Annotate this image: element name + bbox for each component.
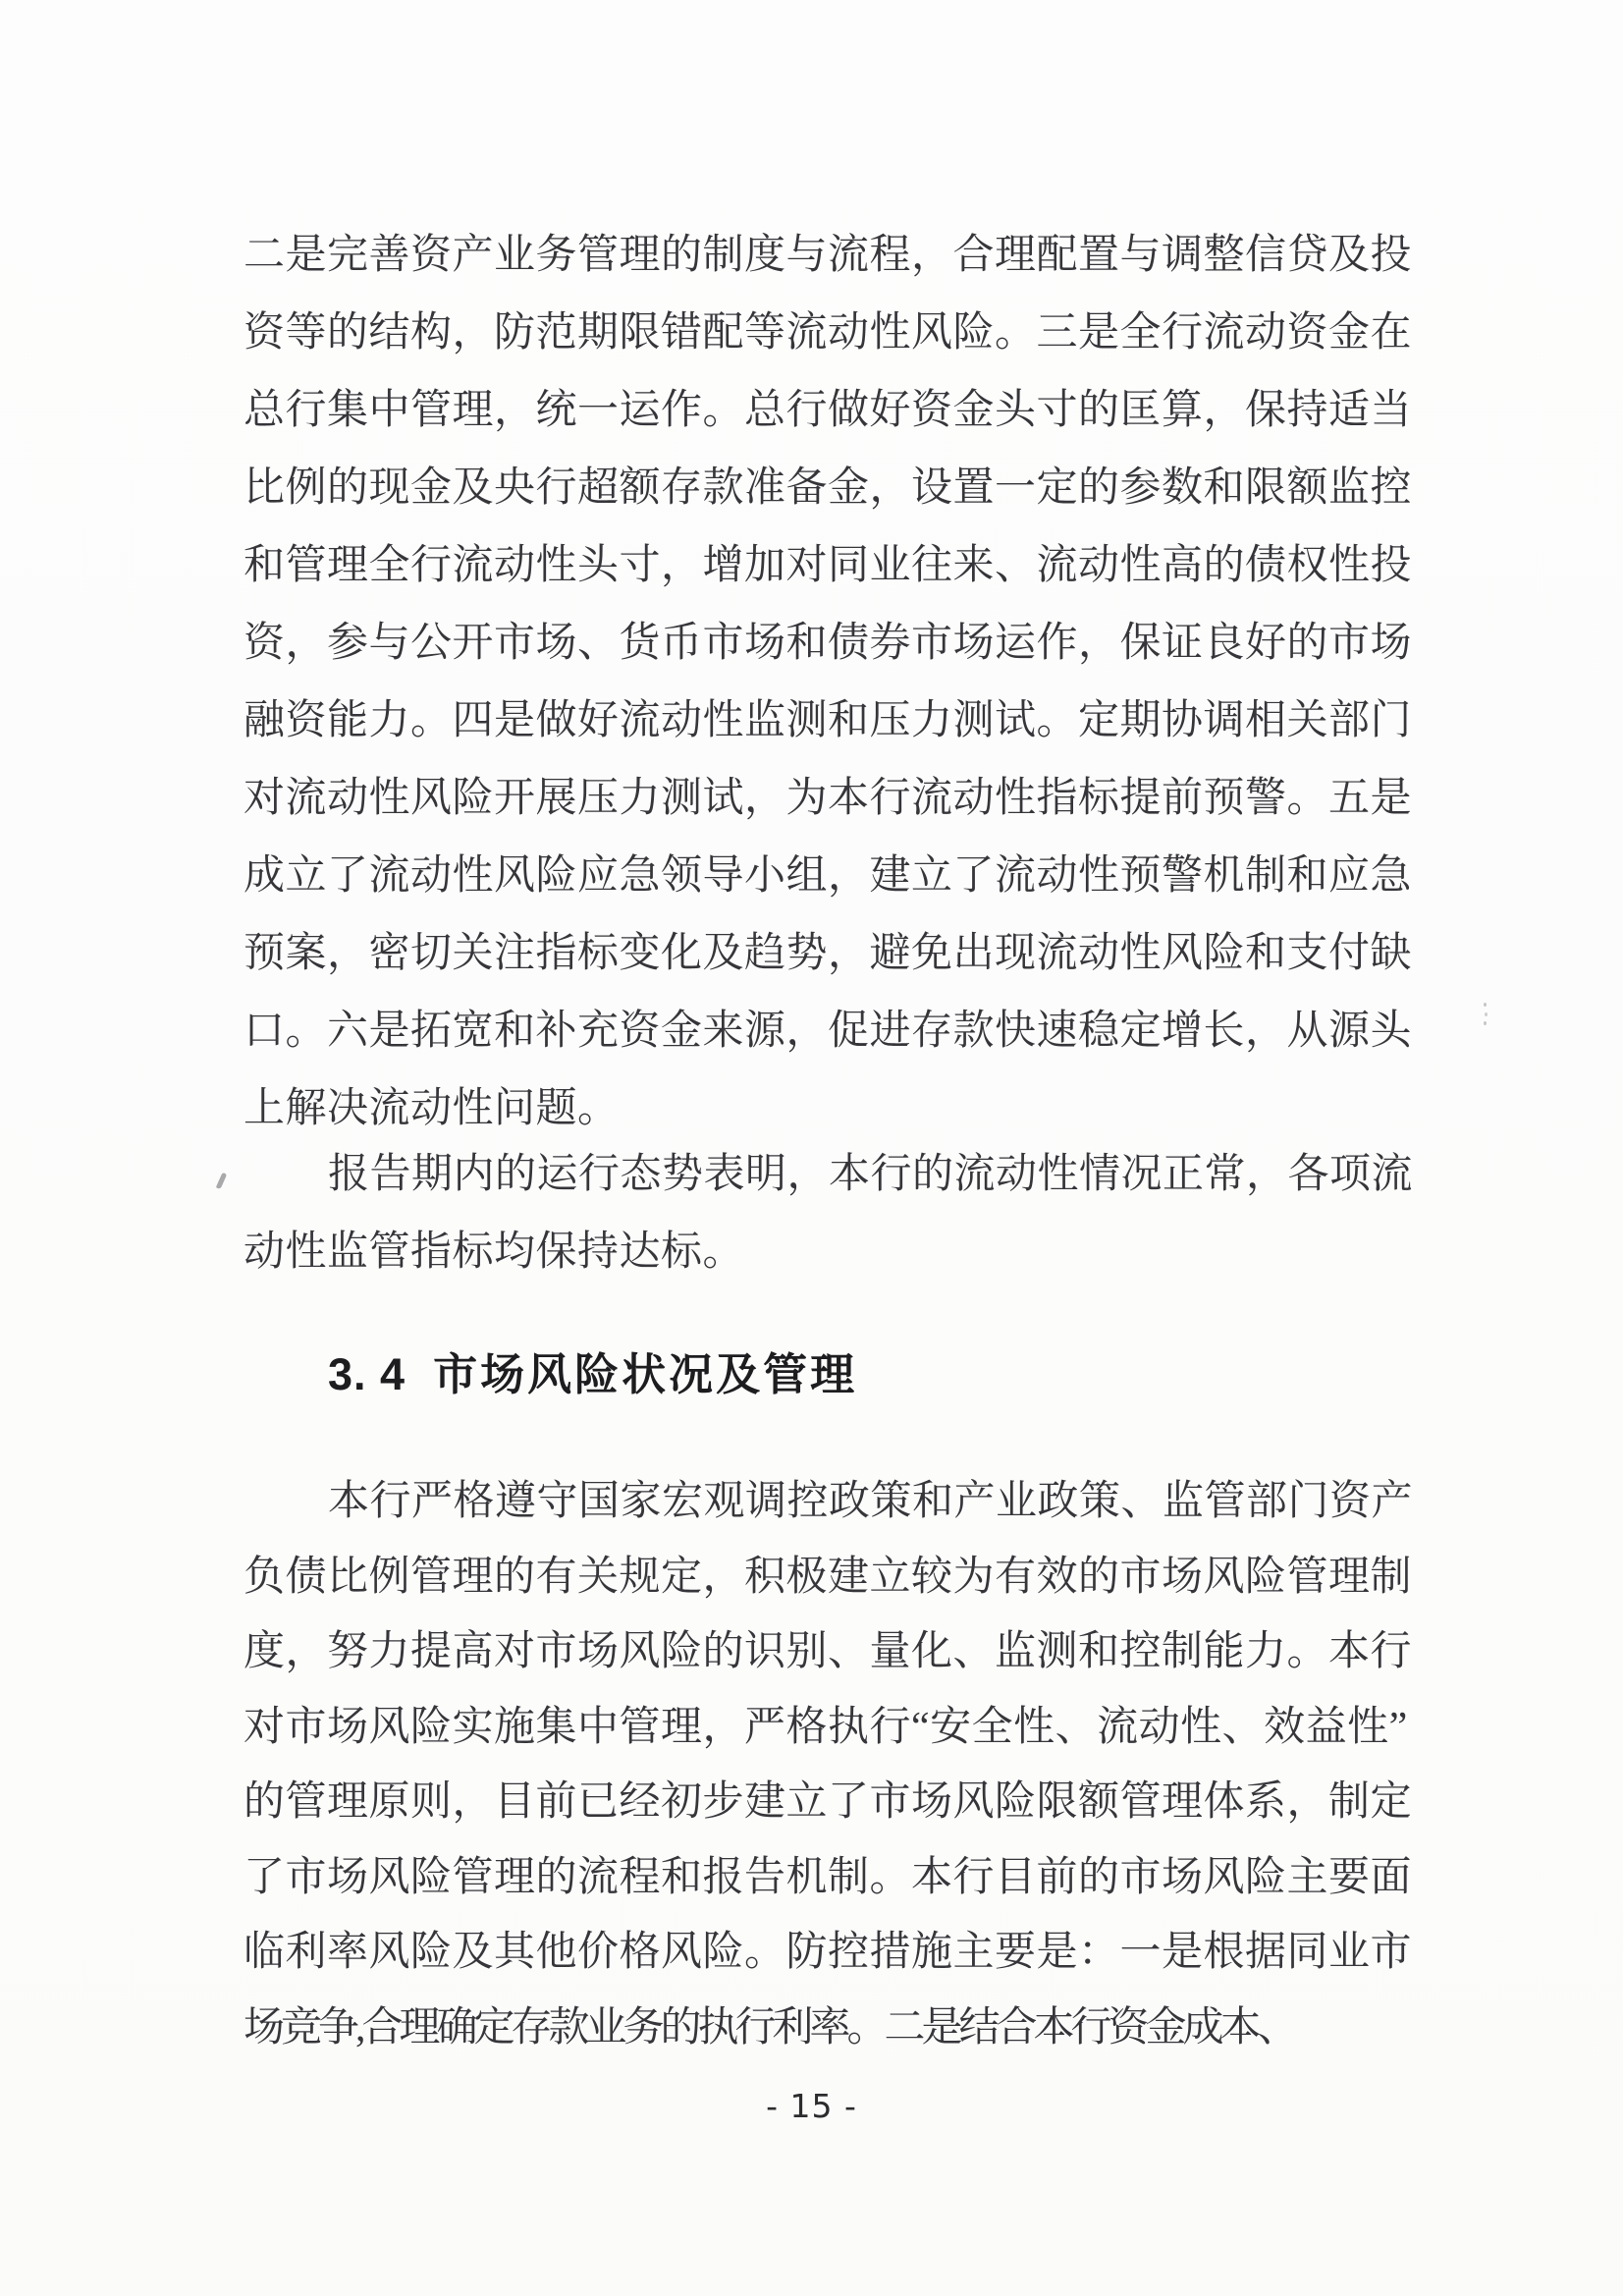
paragraph-line: 融资能力。四是做好流动性监测和压力测试。定期协调相关部门 bbox=[243, 698, 1413, 743]
paragraph-line: 总行集中管理，统一运作。总行做好资金头寸的匡算，保持适当 bbox=[243, 388, 1413, 433]
paragraph-line: 成立了流动性风险应急领导小组，建立了流动性预警机制和应急 bbox=[243, 853, 1413, 899]
paragraph-line: 本行严格遵守国家宏观调控政策和产业政策、监管部门资产 bbox=[328, 1479, 1414, 1524]
paragraph-liquidity-conclusion bbox=[243, 1136, 1414, 1291]
paragraph-line: 对流动性风险开展压力测试，为本行流动性指标提前预警。五是 bbox=[243, 776, 1413, 821]
paragraph-line: 和管理全行流动性头寸，增加对同业往来、流动性高的债权性投 bbox=[243, 543, 1413, 588]
paragraph-line: 口。六是拓宽和补充资金来源，促进存款快速稳定增长，从源头 bbox=[243, 1009, 1413, 1054]
scan-artifact-dots bbox=[1484, 1003, 1487, 1007]
paragraph-line: 预案，密切关注指标变化及趋势，避免出现流动性风险和支付缺 bbox=[243, 931, 1413, 976]
paragraph-line: 了市场风险管理的流程和报告机制。本行目前的市场风险主要面 bbox=[243, 1854, 1413, 1900]
paragraph-line: 资，参与公开市场、货币市场和债券市场运作，保证良好的市场 bbox=[243, 621, 1413, 666]
paragraph-line: 场竞争,合理确定存款业务的执行利率。二是结合本行资金成本、 bbox=[243, 2004, 1295, 2050]
paragraph-line: 临利率风险及其他价格风险。防控措施主要是：一是根据同业市 bbox=[243, 1930, 1413, 1975]
paragraph-line: 动性监管指标均保持达标。 bbox=[243, 1230, 745, 1275]
paragraph-line: 度，努力提高对市场风险的识别、量化、监测和控制能力。本行 bbox=[243, 1629, 1413, 1674]
paragraph-line: 负债比例管理的有关规定，积极建立较为有效的市场风险管理制 bbox=[243, 1554, 1413, 1600]
paragraph-liquidity-measures bbox=[243, 217, 1413, 1148]
section-number: 3. 4 bbox=[328, 1349, 406, 1399]
paragraph-line: 的管理原则，目前已经初步建立了市场风险限额管理体系，制定 bbox=[243, 1779, 1413, 1825]
paragraph-line: 上解决流动性问题。 bbox=[243, 1086, 620, 1131]
paragraph-line: 二是完善资产业务管理的制度与流程，合理配置与调整信贷及投 bbox=[243, 233, 1413, 278]
paragraph-line: 对市场风险实施集中管理，严格执行“安全性、流动性、效益性” bbox=[243, 1704, 1408, 1750]
page-number: - 15 - bbox=[766, 2087, 857, 2125]
paragraph-market-risk bbox=[243, 1464, 1414, 2065]
paragraph-line: 资等的结构，防范期限错配等流动性风险。三是全行流动资金在 bbox=[243, 310, 1413, 355]
paragraph-line: 比例的现金及央行超额存款准备金，设置一定的参数和限额监控 bbox=[243, 465, 1413, 511]
section-heading-3-4 bbox=[328, 1347, 857, 1402]
section-title: 市场风险状况及管理 bbox=[433, 1349, 858, 1399]
paragraph-line: 报告期内的运行态势表明，本行的流动性情况正常，各项流 bbox=[328, 1152, 1414, 1197]
